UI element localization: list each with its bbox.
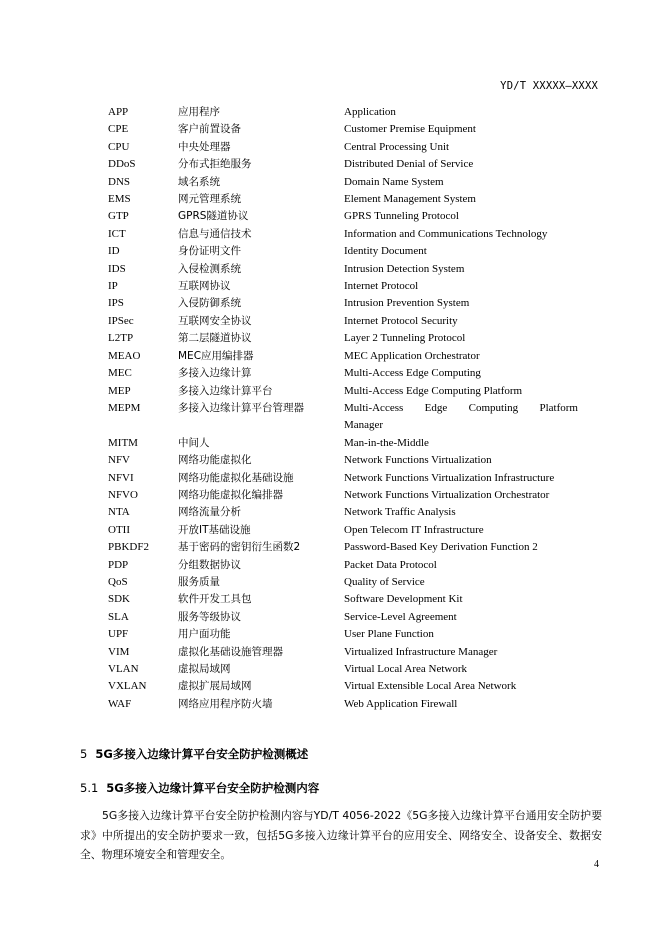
abbreviation-english: Intrusion Prevention System	[344, 297, 470, 310]
abbreviation-row	[108, 522, 578, 539]
abbreviation-english: Identity Document	[344, 245, 427, 258]
abbreviation-english	[344, 400, 578, 435]
abbreviation-english: Network Functions Virtualization Orchestrator	[344, 488, 550, 501]
abbreviation-english: Intrusion Detection System	[344, 262, 465, 275]
abbreviation-term: NTA	[108, 506, 130, 519]
abbreviation-term: IPSec	[108, 314, 134, 327]
abbreviation-term: NFV	[108, 454, 131, 467]
abbreviation-term: ID	[108, 245, 120, 258]
abbreviation-chinese: 域名系统	[178, 175, 220, 188]
abbreviation-chinese: 开放IT基础设施	[178, 523, 251, 536]
abbreviation-english: Man-in-the-Middle	[344, 436, 429, 449]
abbreviation-row	[108, 696, 578, 713]
abbreviation-english: Information and Communications Technology	[344, 227, 548, 240]
abbreviation-row	[108, 226, 578, 243]
section-title: 5G多接入边缘计算平台安全防护检测内容	[106, 781, 320, 795]
abbreviation-row	[108, 313, 578, 330]
abbreviation-english: User Plane Function	[344, 628, 434, 641]
abbreviation-chinese: 客户前置设备	[178, 123, 241, 136]
abbreviation-chinese: 多接入边缘计算平台	[178, 384, 273, 397]
abbreviation-english: Virtualized Infrastructure Manager	[344, 645, 498, 658]
abbreviation-english: GPRS Tunneling Protocol	[344, 210, 459, 223]
abbreviation-chinese: 应用程序	[178, 106, 220, 118]
abbreviation-chinese: 虚拟扩展局域网	[178, 680, 252, 693]
abbreviation-term: DNS	[108, 175, 131, 188]
abbreviation-list	[108, 104, 578, 713]
abbreviation-row	[108, 591, 578, 608]
abbreviation-english: Internet Protocol Security	[344, 314, 458, 327]
abbreviation-english: Distributed Denial of Service	[344, 158, 474, 171]
abbreviation-chinese: 多接入边缘计算平台管理器	[178, 401, 304, 414]
abbreviation-english: MEC Application Orchestrator	[344, 349, 480, 362]
abbreviation-english: Internet Protocol	[344, 280, 419, 293]
abbreviation-row	[108, 330, 578, 347]
abbreviation-english: Network Functions Virtualization Infrastructure	[344, 471, 555, 484]
abbreviation-chinese: 网络功能虚拟化编排器	[178, 488, 283, 501]
abbreviation-row	[108, 208, 578, 225]
abbreviation-chinese: 多接入边缘计算	[178, 367, 252, 380]
abbreviation-row	[108, 626, 578, 643]
abbreviation-term: IDS	[108, 262, 126, 275]
abbreviation-english: Network Functions Virtualization	[344, 454, 492, 467]
abbreviation-row	[108, 539, 578, 556]
abbreviation-english: Domain Name System	[344, 175, 444, 188]
abbreviation-english: Multi-Access Edge Computing	[344, 367, 481, 380]
abbreviation-term: UPF	[108, 628, 129, 641]
abbreviation-english-line2: Manager	[344, 419, 384, 432]
abbreviation-term: DDoS	[108, 158, 136, 171]
abbreviation-english-line1: Multi-Access Edge Computing Platform	[344, 401, 578, 414]
abbreviation-term: VIM	[108, 645, 130, 658]
abbreviation-row	[108, 574, 578, 591]
abbreviation-term: GTP	[108, 210, 129, 223]
abbreviation-term: PBKDF2	[108, 541, 149, 554]
abbreviation-term: IP	[108, 280, 118, 293]
abbreviation-term: IPS	[108, 297, 124, 310]
abbreviation-term: VXLAN	[108, 680, 147, 693]
abbreviation-chinese: 网元管理系统	[178, 193, 241, 206]
abbreviation-row	[108, 243, 578, 260]
abbreviation-term: EMS	[108, 193, 131, 206]
abbreviation-english: Web Application Firewall	[344, 697, 458, 710]
abbreviation-term: MEC	[108, 367, 132, 380]
abbreviation-chinese: 服务质量	[178, 575, 220, 588]
abbreviation-english: Layer 2 Tunneling Protocol	[344, 332, 466, 345]
abbreviation-row	[108, 609, 578, 626]
section-number: 5.1	[80, 781, 99, 795]
abbreviation-english: Network Traffic Analysis	[344, 506, 456, 519]
abbreviation-row	[108, 348, 578, 365]
abbreviation-chinese: MEC应用编排器	[178, 349, 254, 362]
abbreviation-row	[108, 174, 578, 191]
abbreviation-term: L2TP	[108, 332, 134, 345]
abbreviation-chinese: 中央处理器	[178, 140, 231, 153]
abbreviation-english: Application	[344, 106, 396, 118]
abbreviation-english: Central Processing Unit	[344, 140, 450, 153]
abbreviation-english: Password-Based Key Derivation Function 2	[344, 541, 538, 554]
abbreviation-chinese: 网络功能虚拟化	[178, 454, 252, 467]
abbreviation-chinese: 分布式拒绝服务	[178, 158, 252, 171]
abbreviation-term: PDP	[108, 558, 129, 571]
abbreviation-chinese: 网络功能虚拟化基础设施	[178, 471, 294, 484]
abbreviation-english: Software Development Kit	[344, 593, 463, 606]
abbreviation-english: Element Management System	[344, 193, 476, 206]
abbreviation-row	[108, 295, 578, 312]
abbreviation-term: NFVO	[108, 488, 138, 501]
abbreviation-row	[108, 278, 578, 295]
abbreviation-term: SDK	[108, 593, 131, 606]
abbreviation-english: Open Telecom IT Infrastructure	[344, 523, 484, 536]
abbreviation-row	[108, 661, 578, 678]
section-title: 5G多接入边缘计算平台安全防护检测概述	[95, 747, 309, 761]
abbreviation-english: Multi-Access Edge Computing Platform	[344, 384, 523, 397]
abbreviation-chinese: 互联网安全协议	[178, 314, 252, 327]
body-paragraph: 5G多接入边缘计算平台安全防护检测内容与YD/T 4056-2022《5G多接入边缘计算平台通用安全防护要求》中所提出的安全防护要求一致，包括5G多接入边缘计算平台的应用安全、网络安全、设备安全、数据安全、物理环境安全和管理安全。	[80, 809, 602, 861]
abbreviation-row	[108, 644, 578, 661]
document-id-header: YD/T XXXXX—XXXX	[500, 80, 598, 92]
abbreviation-chinese: GPRS隧道协议	[178, 210, 249, 223]
abbreviation-term: NFVI	[108, 471, 134, 484]
section-5-1-heading	[80, 780, 319, 796]
abbreviation-english: Quality of Service	[344, 575, 425, 588]
abbreviation-term: MITM	[108, 436, 138, 449]
abbreviation-term: MEAO	[108, 349, 141, 362]
abbreviation-row	[108, 139, 578, 156]
abbreviation-chinese: 信息与通信技术	[178, 227, 252, 240]
section-5-heading	[80, 746, 308, 762]
abbreviation-chinese: 用户面功能	[178, 628, 231, 641]
abbreviation-row	[108, 504, 578, 521]
abbreviation-term: WAF	[108, 697, 132, 710]
abbreviation-chinese: 虚拟化基础设施管理器	[178, 645, 283, 658]
abbreviation-row	[108, 678, 578, 695]
abbreviation-chinese: 互联网协议	[178, 280, 231, 293]
abbreviation-term: VLAN	[108, 663, 139, 675]
abbreviation-chinese: 服务等级协议	[178, 610, 241, 623]
abbreviation-english: Service-Level Agreement	[344, 610, 457, 623]
abbreviation-chinese: 软件开发工具包	[178, 593, 252, 606]
abbreviation-english: Virtual Local Area Network	[344, 663, 468, 675]
abbreviation-english: Customer Premise Equipment	[344, 123, 476, 136]
abbreviation-term: ICT	[108, 227, 126, 240]
abbreviation-chinese: 网络流量分析	[178, 506, 241, 519]
abbreviation-row	[108, 452, 578, 469]
abbreviation-chinese: 中间人	[178, 436, 210, 449]
abbreviation-term: CPE	[108, 123, 129, 136]
abbreviation-row	[108, 104, 578, 121]
abbreviation-chinese: 身份证明文件	[178, 245, 241, 258]
section-number: 5	[80, 747, 88, 761]
abbreviation-chinese: 网络应用程序防火墙	[178, 697, 273, 710]
abbreviation-english: Packet Data Protocol	[344, 558, 437, 571]
abbreviation-term: APP	[108, 106, 129, 118]
abbreviation-row	[108, 191, 578, 208]
abbreviation-row	[108, 261, 578, 278]
abbreviation-term: CPU	[108, 140, 130, 153]
abbreviation-chinese: 基于密码的密钥衍生函数2	[178, 541, 301, 554]
abbreviation-term: MEP	[108, 384, 131, 397]
abbreviation-row	[108, 435, 578, 452]
abbreviation-chinese: 入侵防御系统	[178, 297, 241, 310]
abbreviation-row	[108, 487, 578, 504]
abbreviation-row	[108, 365, 578, 382]
abbreviation-english: Virtual Extensible Local Area Network	[344, 680, 517, 693]
abbreviation-row	[108, 156, 578, 173]
abbreviation-term: OTII	[108, 523, 130, 536]
abbreviation-row	[108, 470, 578, 487]
abbreviation-term: MEPM	[108, 401, 141, 414]
page-number: 4	[594, 859, 599, 870]
abbreviation-term: QoS	[108, 575, 128, 588]
abbreviation-row	[108, 121, 578, 138]
abbreviation-row	[108, 557, 578, 574]
abbreviation-chinese: 虚拟局域网	[178, 663, 231, 675]
abbreviation-chinese: 第二层隧道协议	[178, 332, 252, 345]
abbreviation-row	[108, 400, 578, 435]
abbreviation-chinese: 分组数据协议	[178, 558, 241, 571]
abbreviation-term: SLA	[108, 610, 129, 623]
abbreviation-chinese: 入侵检测系统	[178, 262, 241, 275]
abbreviation-row	[108, 383, 578, 400]
